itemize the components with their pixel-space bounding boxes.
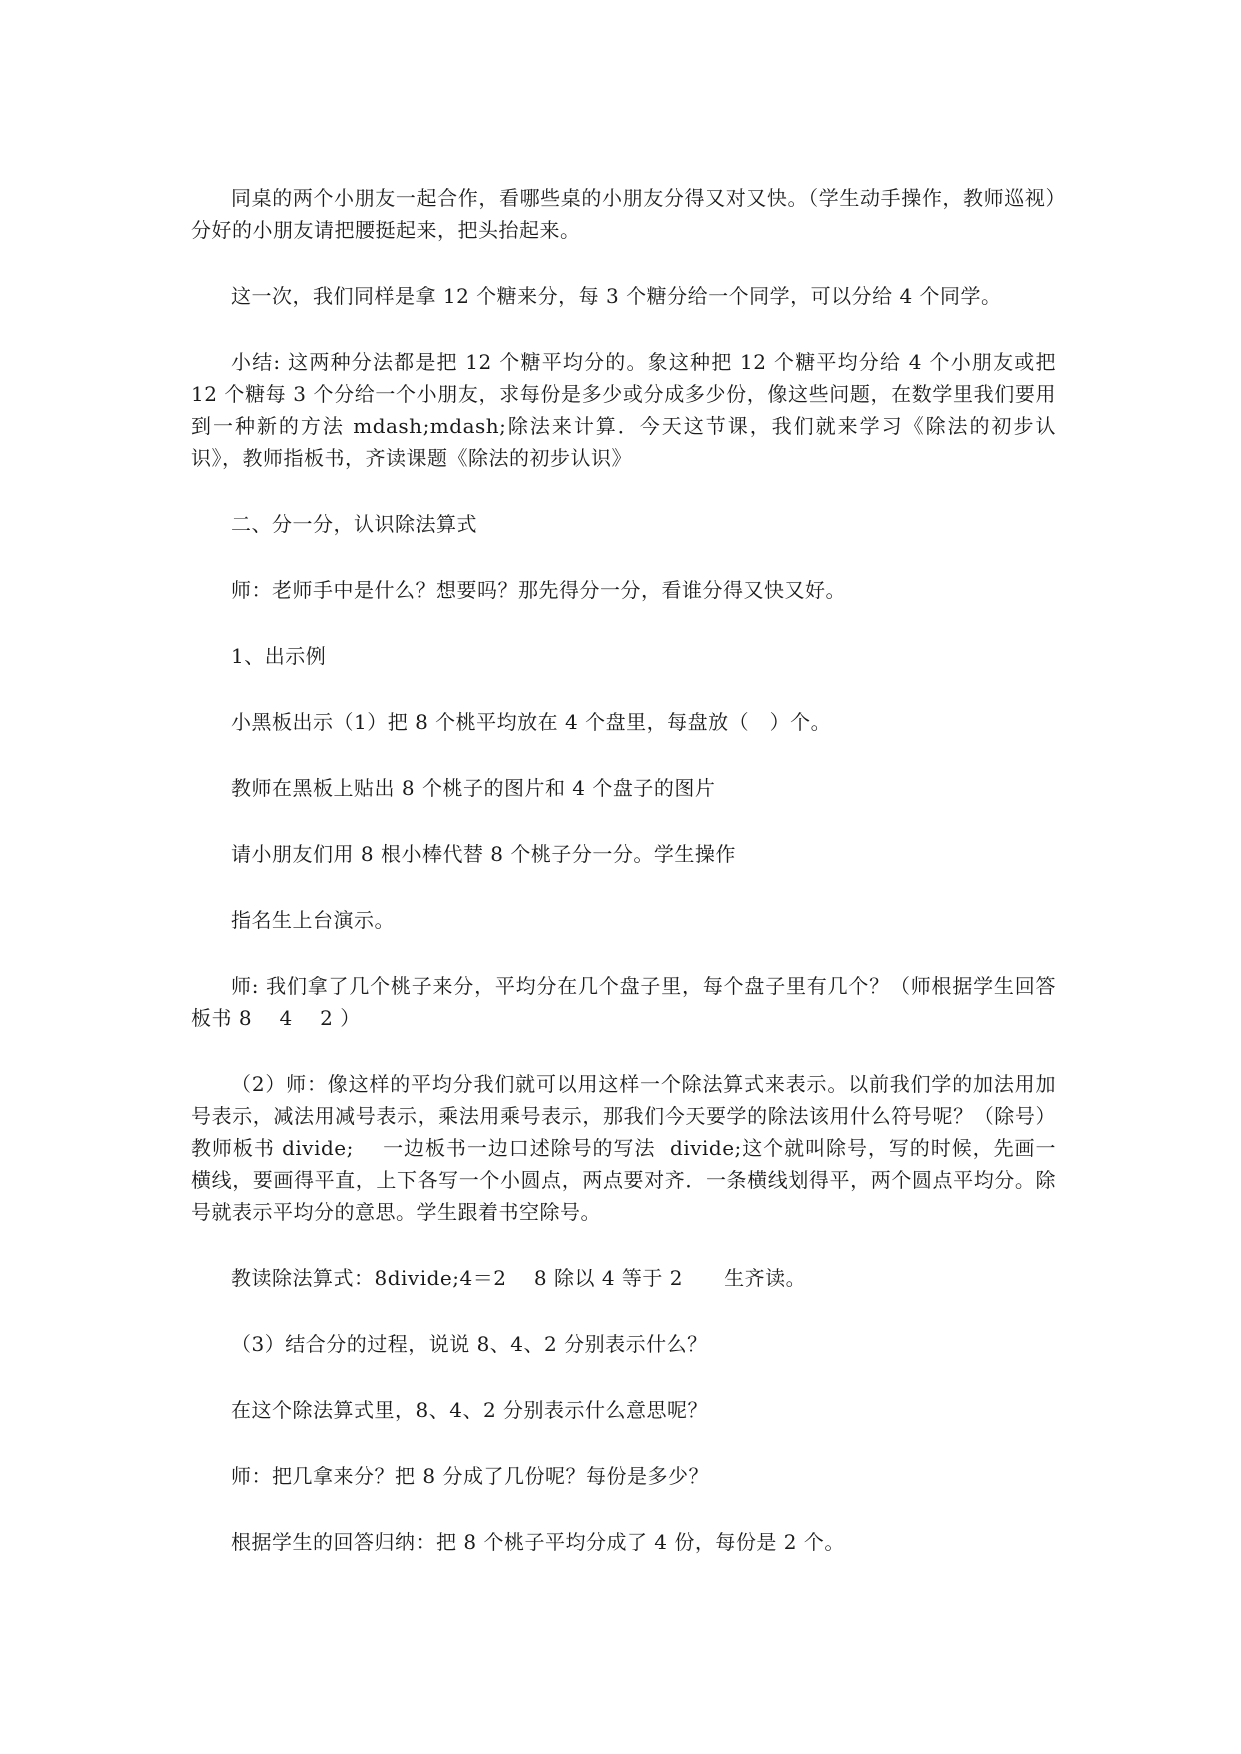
paragraph-11: 师: 我们拿了几个桃子来分，平均分在几个盘子里，每个盘子里有几个？（师根据学生回答板书 8 4 2 ） [191, 974, 1056, 1030]
paragraph-2: 这一次，我们同样是拿 12 个糖来分，每 3 个糖分给一个同学，可以分给 4 个同学。 [231, 284, 1002, 308]
paragraph-15: 在这个除法算式里，8、4、2 分别表示什么意思呢？ [231, 1398, 709, 1422]
section-heading: 二、分一分，认识除法算式 [231, 512, 477, 536]
paragraph-1: 同桌的两个小朋友一起合作，看哪些桌的小朋友分得又对又快。（学生动手操作，教师巡视）分好的小朋友请把腰挺起来，把头抬起来。 [191, 186, 1056, 242]
paragraph-6: 1、出示例 [231, 644, 327, 668]
paragraph-7: 小黑板出示（1）把 8 个桃平均放在 4 个盘里，每盘放（ ）个。 [231, 710, 832, 734]
document-body [191, 182, 1063, 1592]
paragraph-5: 师：老师手中是什么？想要吗？那先得分一分，看谁分得又快又好。 [231, 578, 846, 602]
paragraph-13: 教读除法算式：8divide;4＝2 8 除以 4 等于 2 生齐读。 [231, 1266, 807, 1290]
paragraph-12: （2）师：像这样的平均分我们就可以用这样一个除法算式来表示。以前我们学的加法用加号表示，减法用减号表示，乘法用乘号表示，那我们今天要学的除法该用什么符号呢？（除号）教师板书 divide; 一边板书一边口述除号的写法 divide;这个就叫除号，写的时候，先画一横线，要画得平直，上下各写一个小圆点，两点要对齐．一条横线划得平，两个圆点平均分。除号就表示平均分的意思。学生跟着书空除号。 [191, 1072, 1056, 1224]
paragraph-14: （3）结合分的过程，说说 8、4、2 分别表示什么？ [231, 1332, 708, 1356]
paragraph-9: 请小朋友们用 8 根小棒代替 8 个桃子分一分。学生操作 [231, 842, 736, 866]
paragraph-10: 指名生上台演示。 [231, 908, 395, 932]
paragraph-8: 教师在黑板上贴出 8 个桃子的图片和 4 个盘子的图片 [231, 776, 716, 800]
paragraph-16: 师：把几拿来分？把 8 分成了几份呢？每份是多少？ [231, 1464, 709, 1488]
paragraph-17: 根据学生的回答归纳：把 8 个桃子平均分成了 4 份，每份是 2 个。 [231, 1530, 845, 1554]
paragraph-3: 小结: 这两种分法都是把 12 个糖平均分的。象这种把 12 个糖平均分给 4 个小朋友或把 12 个糖每 3 个分给一个小朋友，求每份是多少或分成多少份，像这些问题，在数学里我们要用到一种新的方法 mdash;mdash;除法来计算．今天这节课，我们就来学习《除法的初步认识》，教师指板书，齐读课题《除法的初步认识》 [191, 350, 1063, 470]
